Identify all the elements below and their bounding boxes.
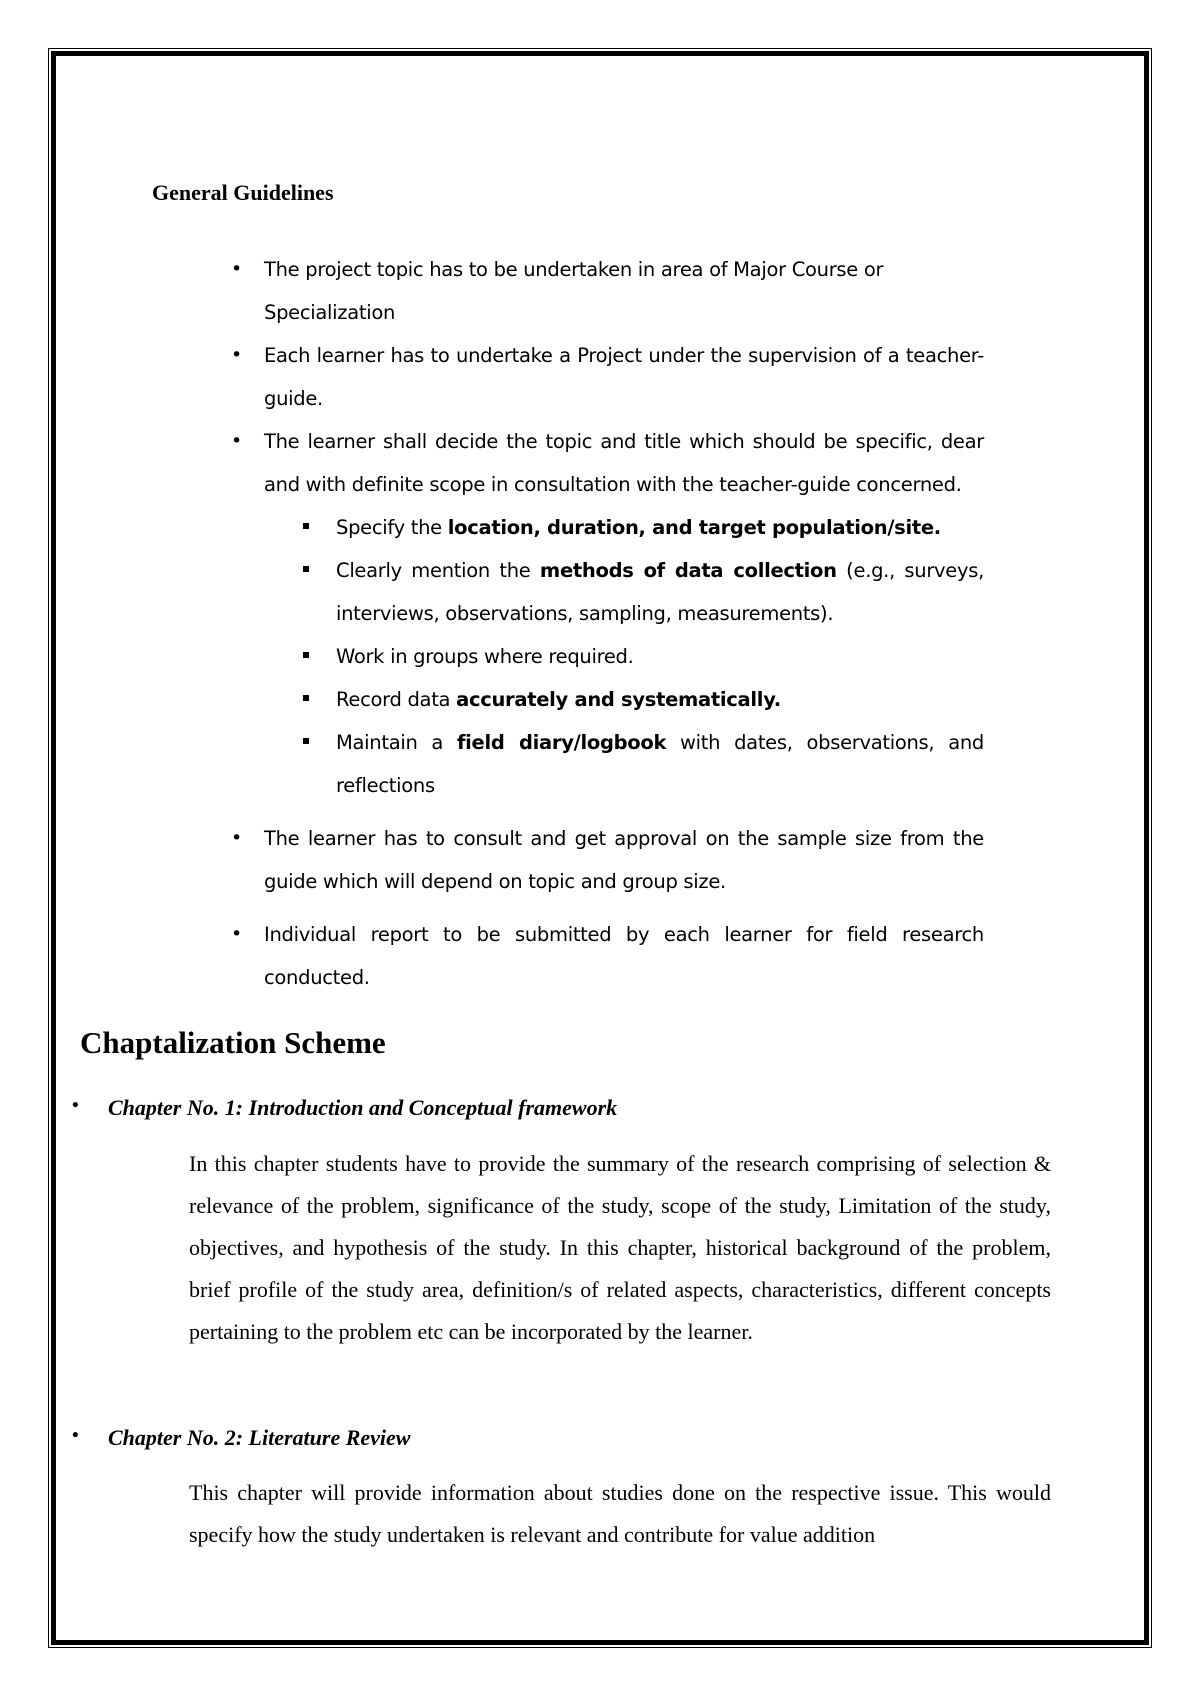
square-bullet-icon bbox=[303, 566, 309, 572]
guideline-item bbox=[231, 817, 984, 903]
sub-text: with dates, observations, and reflections bbox=[336, 731, 984, 797]
sub-text: Work in groups where required. bbox=[336, 645, 634, 668]
guideline-item bbox=[231, 913, 984, 999]
bullet-icon: • bbox=[231, 258, 242, 280]
sub-guideline-item bbox=[336, 549, 984, 635]
sub-guidelines-list bbox=[264, 506, 984, 807]
sub-text-bold: field diary/logbook bbox=[456, 731, 667, 754]
chapter-body: In this chapter students have to provide the summary of the research comprising of selection & relevance of the problem, significance of the study, scope of the study, Limitation of the study, objectives, and hypothesis of the study. In this chapter, historical background of the problem, brief profile of the study area, definition/s of related aspects, characteristics, different concepts pertaining to the problem etc can be incorporated by the learner. bbox=[189, 1151, 1051, 1344]
sub-text: Clearly mention the bbox=[336, 559, 540, 582]
sub-guideline-item bbox=[336, 721, 984, 807]
sub-text: Maintain a bbox=[336, 731, 457, 754]
chapter-heading bbox=[72, 1425, 411, 1451]
sub-text: Record data bbox=[336, 688, 457, 711]
bullet-icon: • bbox=[231, 827, 242, 849]
bullet-icon: • bbox=[231, 923, 242, 945]
square-bullet-icon bbox=[303, 695, 309, 701]
sub-text-bold: location, duration, and target population/site. bbox=[447, 516, 941, 539]
chapter-body: This chapter will provide information about studies done on the respective issue. This would specify how the study undertaken is relevant and contribute for value addition bbox=[189, 1480, 1051, 1547]
scheme-title: Chaptalization Scheme bbox=[80, 1025, 386, 1060]
sub-guideline-item bbox=[336, 678, 984, 721]
guidelines-title: General Guidelines bbox=[152, 180, 334, 205]
guideline-text: The learner has to consult and get approval on the sample size from the guide which will depend on topic and group size. bbox=[264, 827, 984, 893]
guideline-item bbox=[231, 420, 984, 807]
guideline-item bbox=[231, 334, 984, 420]
sub-text: (e.g., surveys, interviews, observations, sampling, measurements). bbox=[336, 559, 984, 625]
bullet-icon: • bbox=[231, 344, 242, 366]
guideline-text: The project topic has to be undertaken in area of Major Course or Specialization bbox=[264, 258, 884, 324]
guideline-text: Each learner has to undertake a Project under the supervision of a teacher-guide. bbox=[264, 344, 984, 410]
sub-text-bold: accurately and systematically. bbox=[456, 688, 781, 711]
guidelines-list bbox=[231, 248, 984, 999]
chapter-heading-text: Chapter No. 1: Introduction and Conceptual framework bbox=[108, 1095, 618, 1120]
bullet-icon: • bbox=[231, 430, 242, 452]
square-bullet-icon bbox=[303, 738, 309, 744]
chapter-heading bbox=[72, 1095, 618, 1121]
chapter-heading-text: Chapter No. 2: Literature Review bbox=[108, 1425, 411, 1450]
sub-guideline-item bbox=[336, 635, 984, 678]
bullet-icon: • bbox=[72, 1425, 79, 1446]
bullet-icon: • bbox=[72, 1095, 79, 1116]
sub-text-bold: methods of data collection bbox=[539, 559, 837, 582]
guideline-text: The learner shall decide the topic and title which should be specific, dear and with definite scope in consultation with the teacher-guide concerned. bbox=[264, 430, 984, 496]
guideline-text: Individual report to be submitted by each learner for field research conducted. bbox=[264, 923, 984, 989]
square-bullet-icon bbox=[303, 652, 309, 658]
sub-guideline-item bbox=[336, 506, 984, 549]
guideline-item bbox=[231, 248, 984, 334]
sub-text: Specify the bbox=[336, 516, 448, 539]
square-bullet-icon bbox=[303, 523, 309, 529]
